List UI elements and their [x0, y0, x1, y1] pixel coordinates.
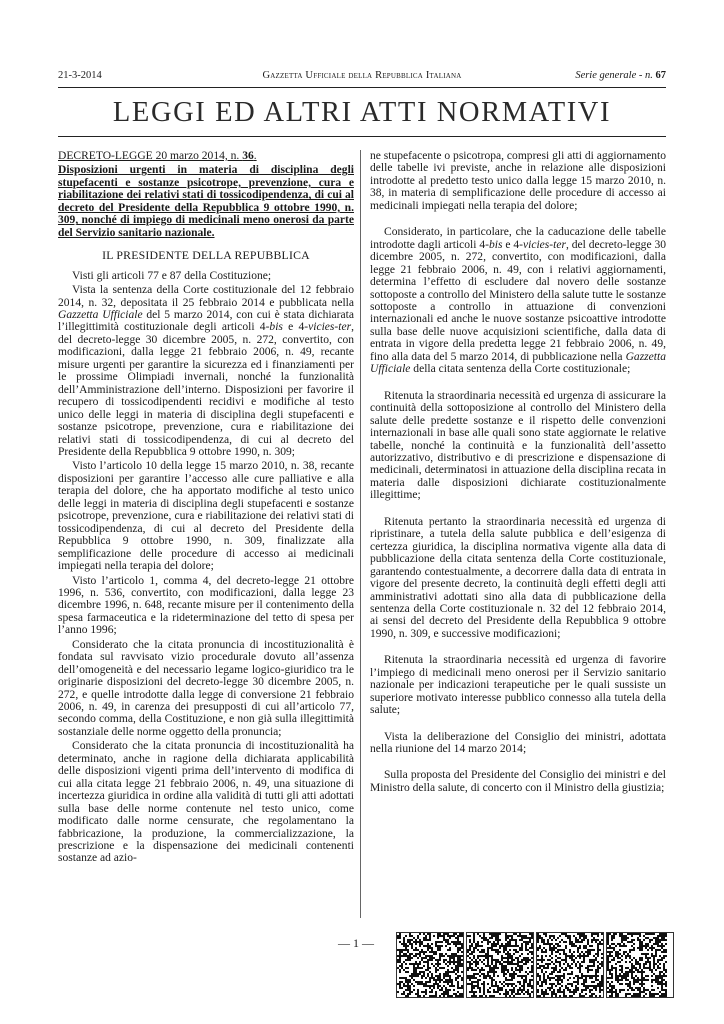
gazette-page — [58, 0, 666, 1024]
paragraph: Ritenuta pertanto la straordinaria necessità ed urgenza di ripristinare, a tutela della salute pubblica e dell’esigenza di certezza giuridica, la disciplina normativa vigente alla data di pubblicazione della citata sentenza della Corte costituzionale, garantendo contestualmente, a decorrere dalla data di entrata in vigore del presente decreto, la continuità degli effetti degli atti amministrativi adottati sino alla data di pubblicazione della sentenza della Corte costituzionale n. 32 del 12 febbraio 2014, ai sensi del decreto del Presidente della Repubblica 9 ottobre 1990, n. 309, e successive modificazioni; — [370, 515, 666, 640]
paragraph: Ritenuta la straordinaria necessità ed urgenza di assicurare la continuità della sottoposizione al controllo del Ministero della salute delle predette sostanze e il rispetto delle convenzioni internazionali in base alle quali sono state aggiornate le relative tabelle, nonché la continuità e la funzionalità dell’assetto autorizzativo, distributivo e di prescrizione e dispensazione di medicinali, determinatosi in attuazione della disciplina recata in materia dalle disposizioni dichiarate costituzionalmente illegittime; — [370, 389, 666, 502]
serie-label: Serie generale - n. 67 — [575, 70, 666, 81]
paragraph: Ritenuta la straordinaria necessità ed urgenza di favorire l’impiego di medicinali meno onerosi per il Servizio sanitario nazionale per indicazioni terapeutiche per le quali sussiste un superiore motivato interesse pubblico connesso alla tutela della salute; — [370, 654, 666, 717]
page-footer — [58, 930, 666, 1010]
paragraph: Visti gli articoli 77 e 87 della Costituzione; — [72, 269, 272, 282]
datamatrix-code — [466, 932, 534, 998]
paragraph: Considerato che la citata pronuncia di incostituzionalità è fondata sul ravvisato vizio procedurale dovuto all’assenza dell’omogeneità e del necessario legame logico-giuridico tra le originarie disposizioni del decreto-legge 30 dicembre 2005, n. 272, e quelle introdotte dalla legge di conversione 21 febbraio 2006, n. 49, in carenza dei presupposti di cui all’articolo 77, secondo comma, della Costituzione, e non già sulla illegittimità sostanziale delle norme oggetto della pronuncia; — [58, 638, 354, 738]
datamatrix-code — [606, 932, 674, 998]
paragraph: Considerato, in particolare, che la caducazione delle tabelle introdotte dagli articoli 4-bis e 4-vicies-ter, del decreto-legge 30 dicembre 2005, n. 272, convertito, con modificazioni, dalla legge 21 febbraio 2006, n. 49, con i relativi aggiornamenti, determina l’effetto di escludere dal novero delle sostanze sottoposte a controllo del Ministero della salute tutte le sostanze sottoposte a controllo in attuazione di convenzioni internazionali ed anche le nuove sostanze psicoattive introdotte sulla base delle nuove acquisizioni scientifiche, dalla data di entrata in vigore della predetta legge 21 febbraio 2006, n. 49, fino alla data del 5 marzo 2014, di pubblicazione nella Gazzetta Ufficiale della citata sentenza della Corte costituzionale; — [370, 226, 667, 376]
right-column — [370, 150, 666, 808]
decree-label: DECRETO-LEGGE 20 marzo 2014, n. 36. — [58, 150, 257, 162]
decree-title: Disposizioni urgenti in materia di disciplina degli stupefacenti e sostanze psicotrope, prevenzione, cura e riabilitazione dei relativi stati di tossicodipendenza, di cui al decreto del Presidente della Repubblica 9 ottobre 1990, n. 309, nonché di impiego di medicinali meno onerosi da parte del Servizio sanitario nazionale. — [58, 164, 354, 239]
president-heading: IL PRESIDENTE DELLA REPUBBLICA — [102, 248, 310, 263]
datamatrix-code — [396, 932, 464, 998]
serie-number: 67 — [655, 70, 666, 81]
gazette-name: Gazzetta Ufficiale della Repubblica Italiana — [262, 70, 462, 81]
paragraph: Vista la sentenza della Corte costituzionale del 12 febbraio 2014, n. 32, depositata il 25 febbraio 2014 e pubblicata nella Gazzetta Ufficiale del 5 marzo 2014, con cui è stata dichiarata l’illegittimità costituzionale degli articoli 4-bis e 4-vicies-ter, del decreto-legge 30 dicembre 2005, n. 272, convertito, con modificazioni, dalla legge 21 febbraio 2006, n. 49, recante misure urgenti per garantire la sicurezza ed i finanziamenti per le prossime Olimpiadi invernali, nonché la funzionalità dell’Amministrazione dell’interno. Disposizioni per favorire il recupero di tossicodipendenti recidivi e modifiche al testo unico delle leggi in materia di disciplina degli stupefacenti e sostanze psicotrope, prevenzione, cura e riabilitazione dei relativi stati di tossicodipendenza, di cui al decreto del Presidente della Repubblica 9 ottobre 1990, n. 309; — [58, 284, 354, 458]
paragraph: Visto l’articolo 10 della legge 15 marzo 2010, n. 38, recante disposizioni per garantire l’accesso alle cure palliative e alla terapia del dolore, che ha apportato modifiche al testo unico delle leggi in materia di disciplina degli stupefacenti e sostanze psicotrope, prevenzione, cura e riabilitazione dei relativi stati di tossicodipendenza, di cui al decreto del Presidente della Repubblica 9 ottobre 1990, n. 309, finalizzate alla semplificazione delle procedure di accesso ai medicinali impiegati nella terapia del dolore; — [58, 460, 354, 573]
left-column — [58, 150, 354, 867]
datamatrix-code — [536, 932, 604, 998]
section-title: LEGGI ED ALTRI ATTI NORMATIVI — [112, 97, 612, 128]
paragraph: Vista la deliberazione del Consiglio dei ministri, adottata nella riunione del 14 marzo 2014; — [370, 730, 666, 756]
running-header — [58, 70, 666, 86]
paragraph: ne stupefacente o psicotropa, compresi gli atti di aggiornamento delle tabelle ivi previste, anche in relazione alle disposizioni introdotte al predetto testo unico dalla legge 15 marzo 2010, n. 38, in materia di semplificazione delle procedure di accesso ai medicinali impiegati nella terapia del dolore; — [370, 150, 666, 212]
title-rule — [58, 136, 666, 137]
paragraph: Considerato che la citata pronuncia di incostituzionalità ha determinato, anche in ragione della dichiarata applicabilità delle disposizioni vigenti prima dell’intervento di modifica di cui alla citata legge 21 febbraio 2006, n. 49, una situazione di incertezza giuridica in ordine alla validità di tutti gli atti adottati sulla base delle norme contenute nel testo unico, come modificato dalle norme censurate, che regolamentano la fabbricazione, la produzione, la commercializzazione, la prescrizione e la dispensazione dei medicinali contenenti sostanze ad azio- — [58, 740, 354, 865]
issue-date: 21-3-2014 — [58, 70, 102, 81]
paragraph: Sulla proposta del Presidente del Consiglio dei ministri e del Ministro della salute, di concerto con il Ministro della giustizia; — [370, 769, 666, 794]
column-divider — [360, 150, 361, 918]
header-rule — [58, 87, 666, 88]
paragraph: Visto l’articolo 1, comma 4, del decreto-legge 21 ottobre 1996, n. 536, convertito, con modificazioni, dalla legge 23 dicembre 1996, n. 648, recante misure per il contenimento della spesa farmaceutica e la rideterminazione del tetto di spesa per l’anno 1996; — [58, 574, 354, 637]
page-number: — 1 — — [338, 936, 374, 950]
